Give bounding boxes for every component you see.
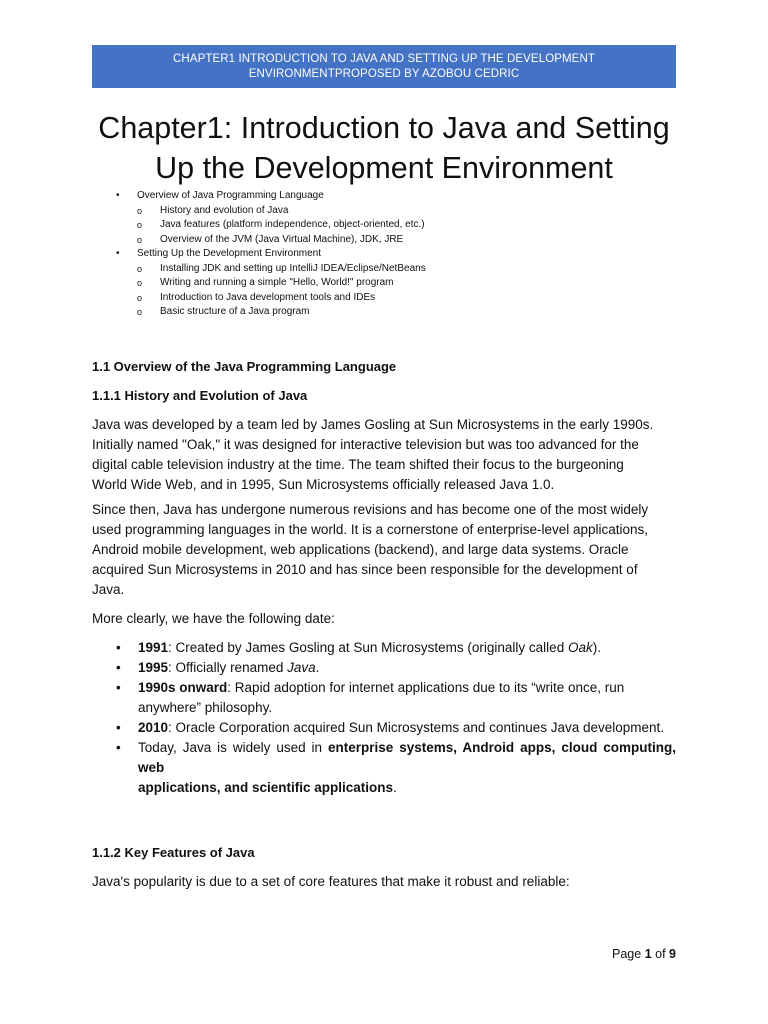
history-timeline-list [92, 638, 676, 798]
current-page: 1 [644, 947, 652, 961]
total-pages: 9 [669, 947, 676, 961]
timeline-text-end: . [393, 780, 397, 795]
outline-subitem-label: Overview of the JVM (Java Virtual Machine), JDK, JRE [160, 233, 404, 245]
timeline-text: : Created by James Gosling at Sun Microsystems (originally called [168, 640, 568, 655]
sub-bullet-glyph: o [137, 307, 143, 317]
chapter-title-line-1: Chapter1: Introduction to Java and Setting [98, 111, 670, 145]
timeline-text-end: ). [592, 640, 601, 655]
bullet-glyph: • [116, 640, 121, 655]
outline-subitem [0, 233, 768, 248]
timeline-text: : Officially renamed [168, 660, 288, 675]
bullet-glyph: • [116, 680, 121, 695]
section-heading-1-1-2: 1.1.2 Key Features of Java [92, 845, 255, 860]
outline-subitem-label: Introduction to Java development tools and IDEs [160, 291, 376, 303]
outline-subitem-label: Writing and running a simple "Hello, World!" program [160, 277, 394, 288]
timeline-italic: Oak [567, 640, 593, 655]
timeline-item [92, 738, 676, 798]
paragraph-line: used programming languages in the world. It is a cornerstone of enterprise-level applications, [92, 522, 649, 537]
sub-bullet-glyph: o [137, 263, 143, 274]
section-heading-1-1: 1.1 Overview of the Java Programming Language [92, 359, 397, 374]
timeline-year: 1990s onward [138, 680, 228, 695]
outline-subitem [0, 305, 768, 320]
chapter-title [80, 108, 688, 188]
outline-subitem [0, 218, 768, 233]
outline-subitem [0, 204, 768, 219]
header-line-1: CHAPTER1 INTRODUCTION TO JAVA AND SETTING UP THE DEVELOPMENT [173, 53, 595, 65]
paragraph-line: digital cable television industry at the time. The team shifted their focus to the burgeoning [92, 457, 624, 472]
timeline-year: 2010 [138, 720, 169, 735]
sub-bullet-glyph: o [137, 278, 143, 288]
timeline-item [92, 638, 676, 658]
history-paragraph-1 [92, 415, 676, 495]
timeline-text: : Rapid adoption for internet applications due to its “write once, run [227, 680, 625, 695]
chapter-title-line-2: Up the Development Environment [155, 151, 613, 185]
timeline-bold: applications, and scientific applications [138, 780, 394, 795]
history-paragraph-2 [92, 500, 676, 600]
outline-subitem-label: Basic structure of a Java program [160, 306, 310, 317]
outline-item-label: Setting Up the Development Environment [137, 248, 321, 259]
timeline-year: 1995 [138, 660, 169, 675]
outline-item [0, 247, 768, 262]
timeline-text-end: . [315, 660, 320, 675]
timeline-text: Today, Java is widely used in [138, 740, 328, 755]
paragraph-line: World Wide Web, and in 1995, Sun Microsystems officially released Java 1.0. [92, 477, 555, 492]
outline-subitem-label: Java features (platform independence, object-oriented, etc.) [160, 219, 425, 230]
sub-bullet-glyph: o [137, 205, 143, 216]
outline-subitem [0, 291, 768, 306]
bullet-glyph: • [116, 720, 121, 735]
section-heading-1-1-1: 1.1.1 History and Evolution of Java [92, 388, 308, 403]
paragraph-line: Since then, Java has undergone numerous revisions and has become one of the most widely [92, 502, 649, 517]
timeline-text: : Oracle Corporation acquired Sun Microsystems and continues Java development. [168, 720, 665, 735]
header-line-2: ENVIRONMENTPROPOSED BY AZOBOU CEDRIC [248, 68, 520, 80]
page-number [612, 947, 676, 961]
timeline-text: anywhere” philosophy. [138, 700, 273, 715]
timeline-bold: enterprise systems, Android apps, cloud computing, web [138, 740, 676, 775]
timeline-italic: Java [287, 660, 316, 675]
bullet-glyph: • [116, 190, 120, 201]
outline-item-label: Overview of Java Programming Language [137, 190, 324, 201]
paragraph-line: Java was developed by a team led by James Gosling at Sun Microsystems in the early 1990s. [92, 417, 654, 432]
paragraph-line: acquired Sun Microsystems in 2010 and has since been responsible for the development of [92, 562, 638, 577]
bullet-glyph: • [116, 740, 121, 755]
page-label: Page [612, 947, 642, 961]
timeline-item [92, 718, 676, 738]
paragraph-line: More clearly, we have the following date: [92, 611, 335, 626]
outline-subitem [0, 276, 768, 291]
paragraph-line: Java. [92, 582, 125, 597]
paragraph-line: Android mobile development, web applications (backend), and large data systems. Oracle [92, 542, 629, 557]
outline-subitem-label: Installing JDK and setting up IntelliJ IDEA/Eclipse/NetBeans [160, 262, 426, 274]
chapter-outline [0, 189, 768, 320]
of-label: of [655, 947, 666, 961]
timeline-item [92, 658, 676, 678]
bullet-glyph: • [116, 248, 120, 259]
history-paragraph-3 [92, 609, 676, 629]
sub-bullet-glyph: o [137, 220, 143, 230]
outline-subitem-label: History and evolution of Java [160, 204, 289, 216]
timeline-year: 1991 [138, 640, 169, 655]
paragraph-line: Java's popularity is due to a set of core features that make it robust and reliable: [92, 874, 570, 889]
key-features-intro [92, 872, 676, 892]
timeline-item [92, 678, 676, 718]
header-band [92, 45, 676, 88]
outline-item [0, 189, 768, 204]
outline-subitem [0, 262, 768, 277]
bullet-glyph: • [116, 660, 121, 675]
sub-bullet-glyph: o [137, 234, 143, 245]
sub-bullet-glyph: o [137, 292, 143, 303]
paragraph-line: Initially named "Oak," it was designed for interactive television but was too advanced for the [92, 437, 639, 452]
